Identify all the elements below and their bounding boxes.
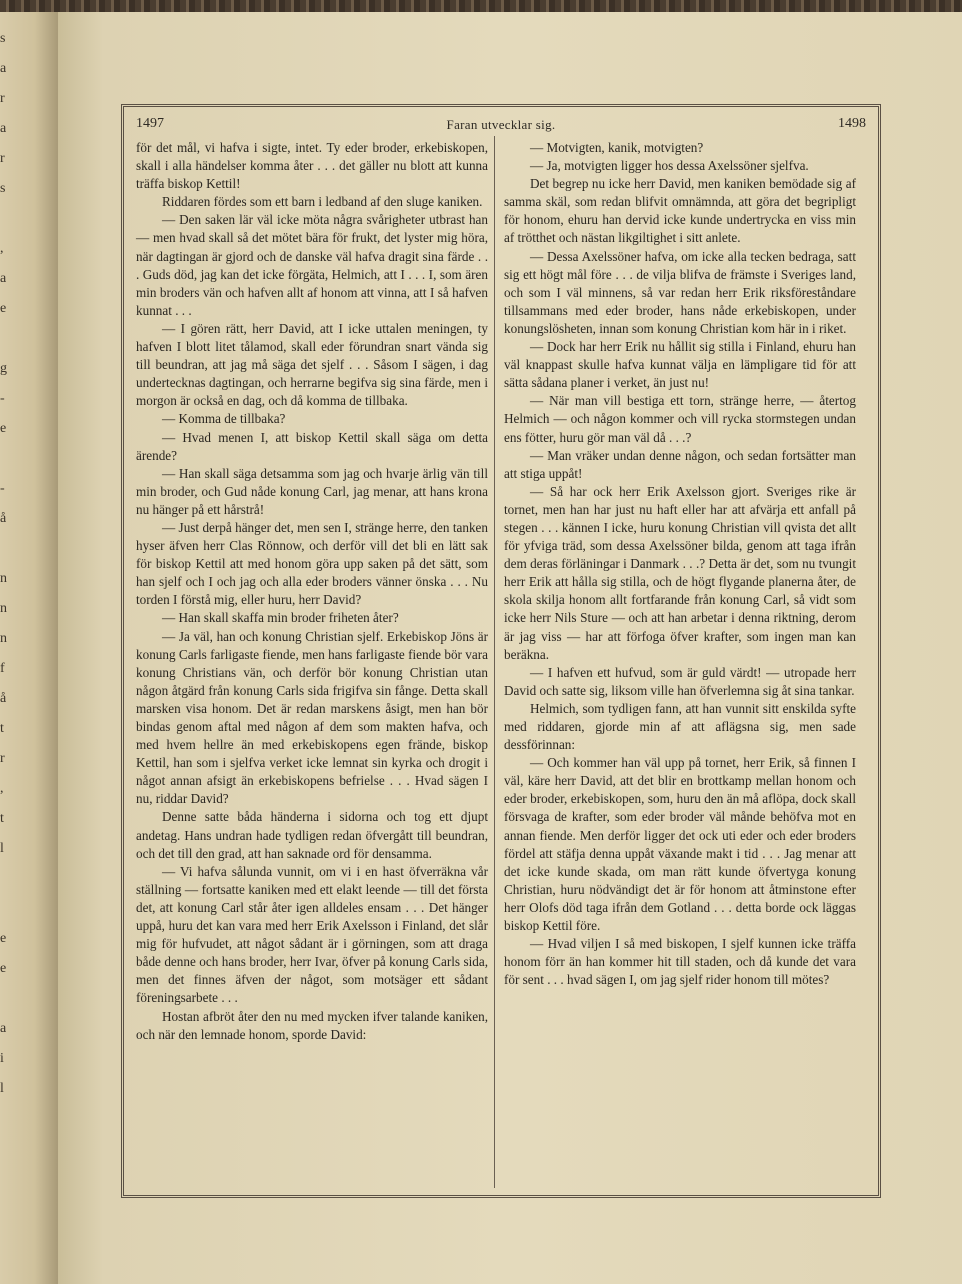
facing-page-letter: e [0,931,7,946]
facing-page-letter [0,864,16,894]
paragraph: — Och kommer han väl upp på tornet, herr Erik, så finnen I väl, käre herr David, att det blir en brottkamp mellan honom och eder broder, erkebiskopen, som, huru den än må aflöpa, dock skall försvaga de krafter, som eder broder väl månde behöfva mot en annan fiende. Men derför ligger det ock uti eder och eder broders fördel att stäfja denna uppåt växande makt i tid . . . Jag menar att det icke kunde skada, om man rätt kunde öfvertyga konung Christian, huru nödvändigt det är för honom att åtminstone efter herr Olofs död taga ifrån dem Gotland . . . detta borde ock läggas biskop Kettil före. [504,755,856,934]
facing-page-letter: - [0,481,5,496]
paragraph: — Så har ock herr Erik Axelsson gjort. Sveriges rike är tornet, men han har just nu haft eller har att afvärja ett anfall på stegen . . . kännen I icke, huru konung Christian vill qvista det allt för yfviga träd, som dessa Axelssöner bilda, genom att taga ifrån dem deras förläningar i Danmark . . .? Detta är det, som nu tvungit herr Erik att hålla sig stilla, och de högt flygande planerna åter, de skola skilja honom allt fortfarande från konung Carl, så vidt som icke herr Nils Sture — och att han arbetar i denna riktning, derom är jag viss — har att förfoga öfver krafter, som ingen man kan beräkna. [504,483,856,662]
facing-page-letter: t [0,811,4,826]
paragraph: Hostan afbröt åter den nu med mycken ifver talande kaniken, och när den lemnade honom, sporde David: [136,1008,488,1042]
paragraph: — Hvad menen I, att biskop Kettil skall säga om detta ärende? [136,429,488,463]
facing-page-letter: å [0,691,7,706]
paragraph: — Dock har herr Erik nu hållit sig stilla i Finland, ehuru han väl knappast skulle hafva kunnat välja en lämpligare tid för att sätta sådana planer i verket, än just nu! [504,339,856,391]
facing-page-letter: - [0,391,5,406]
facing-page-letter [0,204,16,234]
facing-page-letter: e [0,961,7,976]
paragraph: — I hafven ett hufvud, som är guld värdt! — utropade herr David och satte sig, liksom ville han öfverlemna sig åt sina tankar. [504,664,856,698]
paragraph: — Den saken lär väl icke möta några svårigheter utbrast han — men hvad skall så det mötet bära för frukt, det lyster mig höra, när dagtingan är gjord och de danske väl hafva dragit sina färde . . . Guds död, jag kan det icke förgäta, Helmich, att I . . . I, som ären min broders vän och hafven allt af honom att vinna, att I så hafven kunnat . . . [136,212,488,318]
facing-page-letter: r [0,91,5,106]
paragraph: — Komma de tillbaka? [162,411,286,427]
paragraph: — Han skall skaffa min broder friheten åter? [162,610,399,626]
facing-page-letter [0,324,16,354]
column-divider [494,136,495,1188]
facing-page-letter: a [0,271,7,286]
facing-page-letter: l [0,1081,4,1096]
paragraph: — Ja, motvigten ligger hos dessa Axelssöner sjelfva. [530,158,809,174]
facing-page-letter: a [0,61,7,76]
paragraph: — Han skall säga detsamma som jag och hvarje ärlig vän till min broder, och Gud nåde konung Carl, jag menar, att hans krona nu hänger på ett hårstrå! [136,465,488,517]
facing-page-letter: f [0,661,5,676]
page-number-right: 1498 [838,116,866,131]
facing-page-letter [0,444,16,474]
left-text-column [136,139,488,1044]
paragraph: — Ja väl, han och konung Christian sjelf. Erkebiskop Jöns är konung Carls farligaste fiende, men hans farligaste fiende bör vara konung Christians vän, och derför bör konung Christian utan någon åtgärd från konung Carls sida frigifva sin fånge. Detta skall marsken visa honom. Det är redan marskens åsigt, men han bör bindas genom aftal med någon af dem som makten hafva, och med hvem hellre än med erkebiskopens egen frände, biskop Kettil, han som i sjelfva verket icke lemnat sin kyrka och drogit i något annan afsigt än erkebiskopens befrielse . . . Hvad sägen I nu, riddar David? [136,628,488,807]
facing-page-letter: e [0,301,7,316]
facing-page-edge [0,12,58,1284]
facing-page-letter: g [0,361,7,376]
facing-page-letter: , [0,241,4,256]
paragraph: — Dessa Axelssöner hafva, om icke alla tecken bedraga, satt sig ett högt mål före . . . de vilja blifva de främste i Sveriges land, och som I väl minnens, så var redan herr Erik riksföreståndare tillsammans med eder broder, hans nåde erkebiskopen, under konungslösheten, innan som konung Christian kom här in i riket. [504,248,856,336]
facing-page-letter: l [0,841,4,856]
facing-page-letter: , [0,781,4,796]
paragraph: — Motvigten, kanik, motvigten? [530,140,704,155]
paragraph: — Hvad viljen I så med biskopen, I sjelf kunnen icke träffa honom förr än han kommer hit till staden, och då kunde det vara för sent . . . hvad sägen I, om jag sjelf rider honom till mötes? [504,936,856,988]
facing-page-letter: r [0,151,5,166]
facing-page-letter: a [0,1021,7,1036]
facing-page-letter: t [0,721,4,736]
facing-page-letter: i [0,1051,4,1066]
facing-page-letter: å [0,511,7,526]
running-header [136,116,866,138]
facing-page-letter: s [0,181,6,196]
paragraph: Denne satte båda händerna i sidorna och tog ett djupt andetag. Hans undran hade tydligen redan öfvergått till beundran, och det till den grad, att han saknade ord för densamma. [136,809,488,861]
facing-page-letter: n [0,601,7,616]
paragraph: Riddaren fördes som ett barn i ledband af den sluge kaniken. [162,194,483,210]
facing-page-letter: a [0,121,7,136]
facing-page-letter: s [0,31,6,46]
paragraph: Det begrep nu icke herr David, men kaniken bemödade sig af samma skäl, som redan blifvit omnämnda, att göra det begripligt för honom, ehuru han dervid icke kunde undertrycka en viss min af trötthet och nästan likgiltighet i sitt anlete. [504,176,856,246]
paragraph: — Man vräker undan denne någon, och sedan fortsätter man att stiga uppåt! [504,447,856,481]
chapter-title: Faran utvecklar sig. [446,117,556,132]
facing-page-letter [0,894,16,924]
paragraph: — När man vill bestiga ett torn, stränge herre, — återtog Helmich — och någon kommer och vill rycka stormstegen undan ens fötter, huru gör man väl då . . .? [504,393,856,445]
page-number-left: 1497 [136,116,164,131]
facing-page-letters [0,24,16,1104]
paragraph: — Vi hafva sålunda vunnit, om vi i en hast öfverräkna vår ställning — fortsatte kaniken med ett elakt leende — till det första det, att konung Carl står åter igen alldeles ensam . . . Det hänger uppå, huru det kan vara med herr Erik Axelsson i Finland, det slår mig för hufvudet, att något sådant är i görningen, som att draga både denne och hans broder, herr Ivar, öfver på konung Carls sida, men det finnes äfven der något, som motsäger ett sådant föreningsarbete . . . [136,863,488,1006]
facing-page-letter: r [0,751,5,766]
paragraph: — Just derpå hänger det, men sen I, stränge herre, den tanken hyser äfven herr Clas Rönnow, och derför vill det bli en lätt sak för biskop Kettil att med honom göra upp saken på det sätt, som han sjelf och I och jag och alla eder broders vänner önska . . . Nu torden I förstå mig, eller huru, herr David? [136,519,488,608]
paragraph: Helmich, som tydligen fann, att han vunnit sitt enskilda syfte med riddaren, gjorde min af att aflägsna sig, men sade dessförinnan: [504,700,856,753]
facing-page-letter: e [0,421,7,436]
facing-page-letter [0,534,16,564]
facing-page-letter: n [0,571,7,586]
paragraph: för det mål, vi hafva i sigte, intet. Ty eder broder, erkebiskopen, skall i alla händelser komma åter . . . det gäller nu blott att kunna träffa biskop Kettil! [136,140,488,192]
paragraph: — I gören rätt, herr David, att I icke uttalen meningen, ty hafven I blott litet tålamod, skall eder förundran snart vända sig till beundran, att jag må säga det sjelf . . . Såsom I sägen, i dag undertecknas dagtingan, och herrarne begifva sig sina färde, men i morgon är också en dag, och då komma de tillbaka. [136,320,488,409]
right-text-column [504,139,856,989]
facing-page-letter: n [0,631,7,646]
facing-page-letter [0,984,16,1014]
